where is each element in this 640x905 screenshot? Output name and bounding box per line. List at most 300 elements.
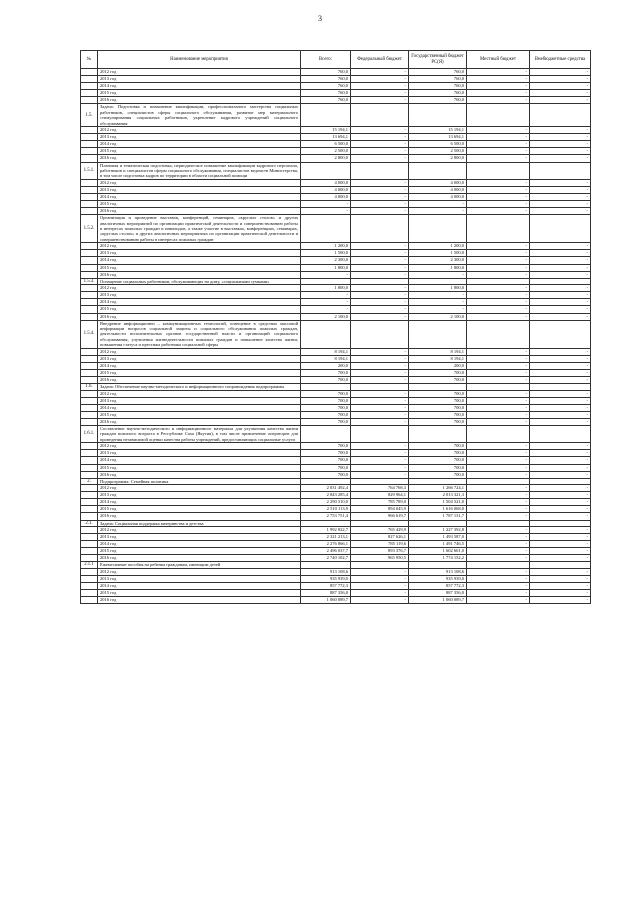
total-cell: 760,0 [301,90,351,97]
blank-cell [81,590,98,597]
federal-cell: - [351,306,409,313]
table-row [81,76,591,83]
federal-cell: - [351,590,409,597]
blank-cell [81,257,98,264]
header-num: № [81,51,98,69]
total-cell: 700,0 [301,450,351,457]
item-number: 1.6. [81,384,98,390]
item-description: Оснащение социальных работников, обслуживающих на дому, «социальными сумками» [98,278,301,284]
item-number: 1.5.4. [81,320,98,348]
year-cell: 2015 год [98,264,301,271]
extra-cell: - [530,390,591,397]
state-cell: 1 616 068,0 [409,506,467,513]
table-row [81,506,591,513]
federal-cell: - [351,397,409,404]
state-cell: 760,0 [409,83,467,90]
state-cell: 700,0 [409,443,467,450]
total-cell: 935 939,0 [301,575,351,582]
item-description: Подпрограмма: Семейная политика [98,478,301,484]
extra-cell: - [530,69,591,76]
federal-cell: - [351,348,409,355]
total-cell: 1 800,0 [301,285,351,292]
empty-cell [301,426,351,443]
year-cell: 2016 год [98,97,301,104]
total-cell: 200,0 [301,362,351,369]
blank-cell [81,83,98,90]
total-cell: 4 000,0 [301,179,351,186]
federal-cell: - [351,390,409,397]
year-cell: 2014 год [98,499,301,506]
empty-cell [467,215,530,243]
local-cell: - [467,134,530,141]
table-header-row [81,51,591,69]
state-cell: 1 800,0 [409,285,467,292]
federal-cell: - [351,575,409,582]
local-cell: - [467,243,530,250]
local-cell: - [467,90,530,97]
federal-cell: - [351,583,409,590]
blank-cell [81,397,98,404]
extra-cell: - [530,257,591,264]
year-cell: 2015 год [98,306,301,313]
local-cell: - [467,271,530,278]
local-cell: - [467,299,530,306]
blank-cell [81,348,98,355]
table-row [81,485,591,492]
blank-cell [81,411,98,418]
empty-cell [409,320,467,348]
state-cell: 1 491 746,5 [409,541,467,548]
table-row [81,418,591,425]
extra-cell: - [530,348,591,355]
extra-cell: - [530,377,591,384]
state-cell: 760,0 [409,97,467,104]
extra-cell: - [530,141,591,148]
year-cell: 2013 год [98,492,301,499]
year-cell: 2016 год [98,471,301,478]
local-cell: - [467,186,530,193]
year-cell: 2013 год [98,397,301,404]
total-cell: 700,0 [301,397,351,404]
federal-cell: - [351,141,409,148]
table-row [81,457,591,464]
item-number: 2.1. [81,520,98,526]
year-cell: 2016 год [98,513,301,520]
table-row [81,369,591,376]
local-cell: - [467,418,530,425]
total-cell: 760,0 [301,76,351,83]
blank-cell [81,285,98,292]
state-cell: 2 500,0 [409,148,467,155]
table-row [81,201,591,208]
state-cell: 4 000,0 [409,193,467,200]
empty-cell [409,426,467,443]
federal-cell: - [351,134,409,141]
federal-cell: - [351,313,409,320]
year-cell: 2014 год [98,541,301,548]
table-row [81,590,591,597]
year-cell: 2014 год [98,457,301,464]
table-row [81,299,591,306]
blank-cell [81,90,98,97]
year-cell: 2013 год [98,186,301,193]
table-row [81,548,591,555]
item-description: Задача: Подготовка и повышение квалификации, профессионального мастерства социальных работников, специалистов сферы социального обслуживания, развитие мер материального стимулирования социальных работников, укрепление кадрового учреждений социального обслуживания [98,104,301,127]
table-row [81,443,591,450]
blank-cell [81,457,98,464]
header-local: Местный бюджет [467,51,530,69]
blank-cell [81,264,98,271]
state-cell: 700,0 [409,369,467,376]
year-cell: 2012 год [98,390,301,397]
total-cell: 2 800,0 [301,155,351,162]
local-cell: - [467,548,530,555]
extra-cell: - [530,555,591,562]
extra-cell: - [530,243,591,250]
state-cell: 1 266 724,1 [409,485,467,492]
federal-cell: - [351,186,409,193]
state-cell: 1 602 661,0 [409,548,467,555]
local-cell: - [467,471,530,478]
federal-cell: - [351,271,409,278]
year-cell: 2015 год [98,369,301,376]
federal-cell: 893 376,7 [351,548,409,555]
item-number: 1.5.2. [81,215,98,243]
state-cell: 760,0 [409,69,467,76]
federal-cell: - [351,127,409,134]
total-cell: 700,0 [301,457,351,464]
blank-cell [81,179,98,186]
state-cell: 4 000,0 [409,179,467,186]
state-cell: 1 774 152,2 [409,555,467,562]
year-cell: 2015 год [98,201,301,208]
extra-cell: - [530,355,591,362]
table-row [81,513,591,520]
blank-cell [81,299,98,306]
local-cell: - [467,148,530,155]
empty-cell [467,104,530,127]
state-cell: 1 200,0 [409,243,467,250]
local-cell: - [467,362,530,369]
budget-table [80,50,591,604]
table-row [81,377,591,384]
blank-cell [81,362,98,369]
table-row [81,134,591,141]
extra-cell: - [530,492,591,499]
local-cell: - [467,390,530,397]
blank-cell [81,555,98,562]
total-cell: 1 200,0 [301,243,351,250]
table-row [81,464,591,471]
blank-cell [81,271,98,278]
blank-cell [81,390,98,397]
federal-cell: - [351,155,409,162]
year-cell: 2013 год [98,534,301,541]
federal-cell: - [351,250,409,257]
blank-cell [81,506,98,513]
state-cell: 13 694,1 [409,134,467,141]
total-cell: 2 100,0 [301,313,351,320]
blank-cell [81,193,98,200]
state-cell: - [409,271,467,278]
extra-cell: - [530,568,591,575]
table-row [81,69,591,76]
total-cell: 857 772,3 [301,583,351,590]
empty-cell [351,426,409,443]
year-cell: 2012 год [98,243,301,250]
extra-cell: - [530,499,591,506]
blank-cell [81,443,98,450]
total-cell: 2 496 037,7 [301,548,351,555]
local-cell: - [467,127,530,134]
federal-cell: - [351,355,409,362]
blank-cell [81,499,98,506]
total-cell: 2 740 102,7 [301,555,351,562]
local-cell: - [467,179,530,186]
state-cell: 700,0 [409,464,467,471]
state-cell: 1 227 392,8 [409,526,467,533]
table-row [81,526,591,533]
state-cell: 1 493 587,0 [409,534,467,541]
empty-cell [351,320,409,348]
year-cell: 2013 год [98,250,301,257]
state-cell: 2 800,0 [409,155,467,162]
blank-cell [81,134,98,141]
total-cell: - [301,201,351,208]
year-cell: 2014 год [98,404,301,411]
extra-cell: - [530,155,591,162]
total-cell: 1 992 822,7 [301,526,351,533]
local-cell: - [467,506,530,513]
local-cell: - [467,369,530,376]
federal-cell: - [351,90,409,97]
local-cell: - [467,348,530,355]
state-cell: 4 000,0 [409,186,467,193]
table-row [81,471,591,478]
extra-cell: - [530,513,591,520]
local-cell: - [467,97,530,104]
blank-cell [81,548,98,555]
header-extra: Внебюджетные средства [530,51,591,69]
header-total: Всего: [301,51,351,69]
empty-cell [301,320,351,348]
item-description: Задача: Обеспечение научно-методического и информационного сопровождения подпрограммы [98,384,301,390]
table-row [81,179,591,186]
extra-cell: - [530,90,591,97]
year-cell: 2012 год [98,443,301,450]
blank-cell [81,464,98,471]
total-cell: - [301,306,351,313]
state-cell: 913 108,6 [409,568,467,575]
federal-cell: - [351,83,409,90]
year-cell: 2014 год [98,257,301,264]
empty-cell [530,215,591,243]
extra-cell: - [530,597,591,604]
table-row [81,313,591,320]
table-row [81,250,591,257]
blank-cell [81,127,98,134]
local-cell: - [467,492,530,499]
year-cell: 2016 год [98,155,301,162]
year-cell: 2013 год [98,450,301,457]
year-cell: 2012 год [98,285,301,292]
federal-cell: - [351,568,409,575]
extra-cell: - [530,443,591,450]
local-cell: - [467,306,530,313]
total-cell: 8 194,1 [301,355,351,362]
extra-cell: - [530,306,591,313]
section-row [81,215,591,243]
federal-cell: 785 789,0 [351,499,409,506]
federal-cell: - [351,443,409,450]
state-cell: 1 787 131,7 [409,513,467,520]
table-row [81,208,591,215]
blank-cell [81,243,98,250]
state-cell: 8 194,1 [409,348,467,355]
total-cell: 1 060 089,7 [301,597,351,604]
extra-cell: - [530,264,591,271]
year-cell: 2015 год [98,464,301,471]
extra-cell: - [530,179,591,186]
local-cell: - [467,377,530,384]
extra-cell: - [530,526,591,533]
total-cell: 4 000,0 [301,193,351,200]
total-cell: - [301,292,351,299]
federal-cell: 764 768,3 [351,485,409,492]
total-cell: 2 843 285,4 [301,492,351,499]
state-cell: 200,0 [409,362,467,369]
blank-cell [81,471,98,478]
blank-cell [81,450,98,457]
table-row [81,597,591,604]
empty-cell [301,104,351,127]
local-cell: - [467,597,530,604]
blank-cell [81,355,98,362]
section-row [81,162,591,179]
table-row [81,285,591,292]
blank-cell [81,155,98,162]
federal-cell: - [351,471,409,478]
extra-cell: - [530,313,591,320]
blank-cell [81,201,98,208]
federal-cell: - [351,450,409,457]
extra-cell: - [530,397,591,404]
table-row [81,583,591,590]
federal-cell: - [351,148,409,155]
table-row [81,193,591,200]
state-cell: 887 356,0 [409,590,467,597]
total-cell: 13 694,1 [301,134,351,141]
page-number: 3 [318,14,322,23]
federal-cell: 827 626,1 [351,534,409,541]
item-number: 1.5.3. [81,278,98,284]
extra-cell: - [530,464,591,471]
blank-cell [81,418,98,425]
extra-cell: - [530,208,591,215]
table-row [81,155,591,162]
year-cell: 2013 год [98,575,301,582]
local-cell: - [467,575,530,582]
year-cell: 2016 год [98,313,301,320]
blank-cell [81,575,98,582]
federal-cell: 894 045,9 [351,506,409,513]
total-cell: 700,0 [301,443,351,450]
total-cell: 700,0 [301,404,351,411]
table-row [81,362,591,369]
local-cell: - [467,155,530,162]
state-cell: 1 504 521,0 [409,499,467,506]
federal-cell: 966 619,7 [351,513,409,520]
federal-cell: - [351,418,409,425]
header-federal: Федеральный бюджет [351,51,409,69]
empty-cell [530,426,591,443]
total-cell: 700,0 [301,377,351,384]
year-cell: 2014 год [98,362,301,369]
empty-cell [351,162,409,179]
year-cell: 2016 год [98,208,301,215]
total-cell: 8 194,1 [301,348,351,355]
empty-cell [467,162,530,179]
empty-cell [351,215,409,243]
federal-cell: - [351,457,409,464]
table-row [81,555,591,562]
year-cell: 2012 год [98,127,301,134]
total-cell: 700,0 [301,471,351,478]
extra-cell: - [530,97,591,104]
total-cell: - [301,271,351,278]
state-cell: 6 500,0 [409,141,467,148]
year-cell: 2015 год [98,590,301,597]
empty-cell [409,215,467,243]
total-cell: 2 753 751,4 [301,513,351,520]
total-cell: 700,0 [301,390,351,397]
table-row [81,243,591,250]
extra-cell: - [530,369,591,376]
year-cell: 2014 год [98,193,301,200]
empty-cell [530,320,591,348]
state-cell: 15 194,1 [409,127,467,134]
extra-cell: - [530,250,591,257]
state-cell: 700,0 [409,377,467,384]
local-cell: - [467,141,530,148]
table-row [81,397,591,404]
state-cell: 700,0 [409,418,467,425]
local-cell: - [467,499,530,506]
extra-cell: - [530,76,591,83]
total-cell: 760,0 [301,97,351,104]
extra-cell: - [530,201,591,208]
extra-cell: - [530,134,591,141]
year-cell: 2012 год [98,179,301,186]
table-row [81,257,591,264]
year-cell: 2014 год [98,141,301,148]
table-row [81,264,591,271]
table-row [81,390,591,397]
item-number: 1.5.1. [81,162,98,179]
blank-cell [81,76,98,83]
local-cell: - [467,208,530,215]
table-row [81,97,591,104]
federal-cell: - [351,299,409,306]
blank-cell [81,69,98,76]
state-cell: 8 194,1 [409,355,467,362]
table-row [81,534,591,541]
local-cell: - [467,83,530,90]
total-cell: 2 031 492,4 [301,485,351,492]
federal-cell: - [351,369,409,376]
year-cell: 2012 год [98,485,301,492]
year-cell: 2013 год [98,134,301,141]
